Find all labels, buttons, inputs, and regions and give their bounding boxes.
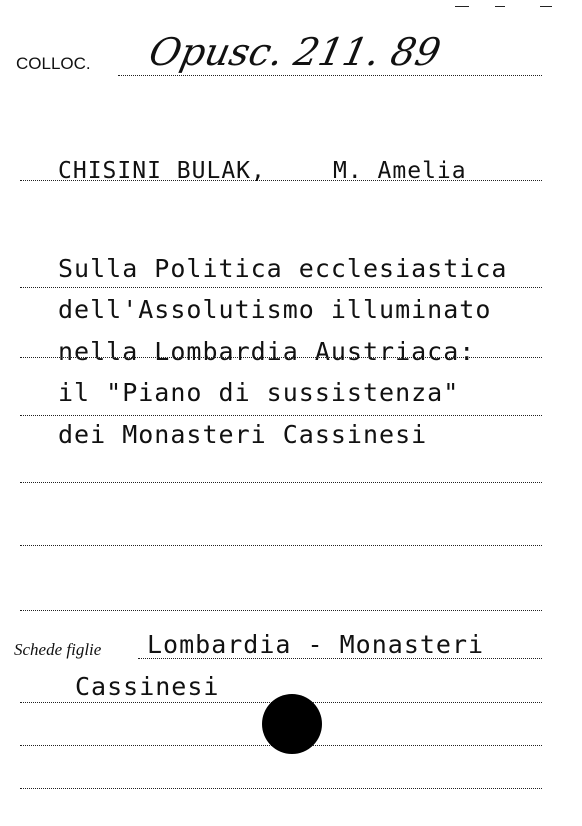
title-rule — [20, 287, 542, 288]
corner-mark — [495, 6, 505, 7]
schede-figlie-line2: Cassinesi — [75, 672, 220, 701]
author-given: M. Amelia — [333, 158, 467, 184]
schede-figlie-line1: Lombardia - Monasteri — [147, 630, 485, 659]
title-line: Sulla Politica ecclesiastica — [58, 254, 508, 283]
blank-rule — [20, 545, 542, 546]
title-line: nella Lombardia Austriaca: — [58, 337, 476, 366]
title-rule — [20, 415, 542, 416]
corner-mark — [455, 6, 469, 7]
colloc-label: COLLOC. — [16, 54, 91, 73]
colloc-rule — [118, 75, 542, 76]
schede-figlie-rule — [138, 658, 542, 659]
author-surname: CHISINI BULAK, — [58, 158, 266, 184]
title-line: dell'Assolutismo illuminato — [58, 295, 492, 324]
blank-rule — [20, 610, 542, 611]
schede-figlie-label: Schede figlie — [14, 640, 102, 659]
punch-hole — [262, 694, 322, 754]
blank-rule — [20, 482, 542, 483]
title-line: il "Piano di sussistenza" — [58, 378, 460, 407]
title-rule — [20, 357, 542, 358]
title-line: dei Monasteri Cassinesi — [58, 420, 428, 449]
blank-rule — [20, 788, 542, 789]
corner-mark — [540, 6, 552, 7]
colloc-value: Opusc. 211. 89 — [145, 30, 445, 74]
